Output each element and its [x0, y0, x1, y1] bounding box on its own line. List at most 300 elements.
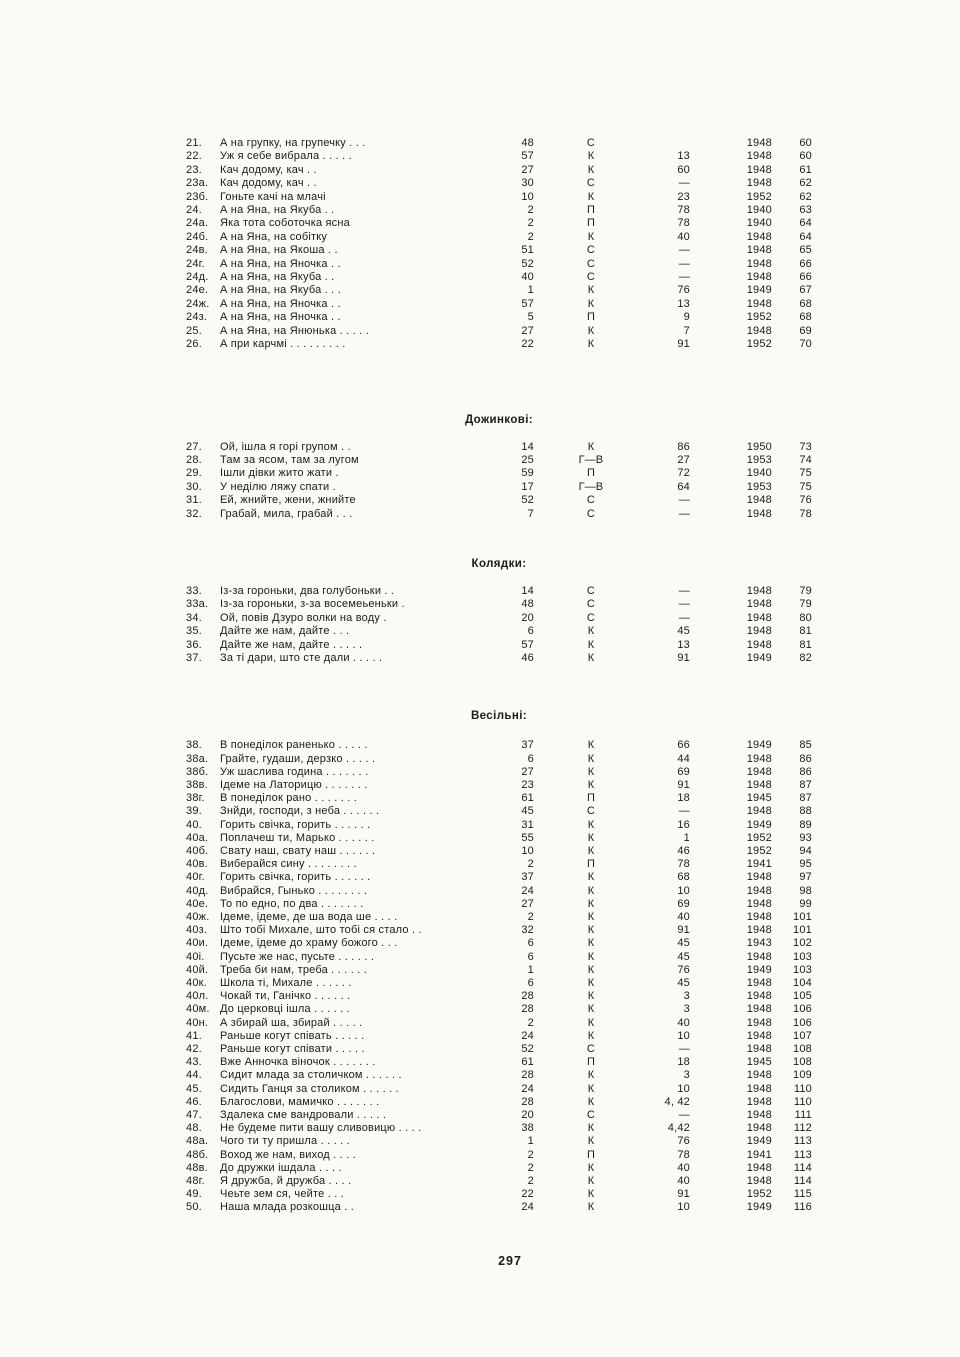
entry-number: 38а.	[186, 752, 209, 765]
record-year: 1948	[746, 584, 772, 597]
record-year: 1948	[746, 1095, 772, 1108]
variant-count: 48	[521, 598, 534, 611]
reference-number: 7	[683, 324, 690, 337]
source-code: К	[587, 440, 595, 453]
source-code: К	[587, 297, 595, 310]
record-year: 1945	[746, 792, 772, 805]
source-code: К	[587, 818, 595, 831]
variant-count: 24	[521, 1201, 534, 1214]
song-title: А на Яна, на собітку	[220, 230, 328, 243]
source-code: П	[586, 217, 596, 230]
song-title: Дайте же нам, дайте . . .	[220, 625, 350, 638]
record-year: 1943	[746, 937, 772, 950]
variant-count: 37	[521, 739, 534, 752]
song-title: Горить свічка, горить . . . . . .	[220, 818, 371, 831]
song-title: Поплачеш ти, Марько . . . . . .	[220, 831, 375, 844]
record-year: 1948	[746, 244, 772, 257]
variant-count: 28	[521, 1003, 534, 1016]
song-section	[186, 558, 812, 665]
source-code: П	[586, 858, 596, 871]
reference-number: 69	[677, 765, 690, 778]
variant-count: 38	[521, 1122, 534, 1135]
reference-number: 45	[677, 937, 690, 950]
page-reference: 78	[799, 507, 812, 520]
table-row	[186, 454, 812, 467]
entry-number: 24з.	[186, 311, 208, 324]
source-code: К	[587, 190, 595, 203]
reference-number: 64	[677, 480, 690, 493]
entry-number: 48а.	[186, 1135, 209, 1148]
entry-number: 40.	[186, 818, 202, 831]
reference-number: 18	[677, 1056, 690, 1069]
reference-number: 60	[677, 163, 690, 176]
song-section	[186, 137, 812, 352]
record-year: 1948	[746, 598, 772, 611]
table-row	[186, 467, 812, 480]
song-title: А на Яна, на Янюнька . . . . .	[220, 324, 369, 337]
reference-number: 4,42	[667, 1122, 690, 1135]
record-year: 1948	[746, 778, 772, 791]
record-year: 1948	[746, 163, 772, 176]
entry-number: 25.	[186, 324, 202, 337]
song-title: Виберайся сину . . . . . . . .	[220, 858, 357, 871]
variant-count: 2	[527, 1016, 534, 1029]
entry-number: 43.	[186, 1056, 202, 1069]
record-year: 1948	[746, 297, 772, 310]
record-year: 1948	[746, 1043, 772, 1056]
table-row	[186, 898, 812, 911]
reference-number: 46	[677, 845, 690, 857]
section-heading: Весільні:	[470, 710, 528, 723]
record-year: 1953	[746, 453, 772, 466]
record-year: 1948	[746, 230, 772, 243]
reference-number: 68	[677, 871, 690, 884]
song-title: Пусьте же нас, пусьте . . . . . .	[220, 950, 375, 963]
song-title: Школа ті, Михале . . . . . .	[220, 977, 352, 990]
song-title: А на Яна, на Яночка . .	[220, 297, 341, 310]
variant-count: 17	[521, 480, 534, 493]
table-row	[186, 1109, 812, 1122]
variant-count: 24	[521, 1029, 534, 1042]
entry-number: 48б.	[186, 1148, 209, 1161]
table-row	[186, 1149, 812, 1162]
variant-count: 2	[527, 1175, 534, 1188]
reference-number: 78	[677, 217, 690, 230]
reference-number: 78	[677, 1148, 690, 1161]
entry-number: 24в.	[186, 244, 208, 257]
entry-number: 23.	[186, 163, 202, 176]
entry-number: 40й.	[186, 963, 209, 976]
variant-count: 61	[521, 792, 534, 805]
song-section	[186, 414, 812, 521]
table-row	[186, 585, 812, 598]
table-row	[186, 1003, 812, 1016]
variant-count: 57	[521, 297, 534, 310]
record-year: 1940	[746, 217, 772, 230]
song-title: А на Яна, на Якуба . .	[220, 271, 335, 284]
page-reference: 76	[799, 494, 812, 507]
page-reference: 103	[793, 950, 812, 963]
variant-count: 31	[521, 818, 534, 831]
source-code: С	[586, 1043, 596, 1056]
variant-count: 55	[521, 831, 534, 844]
variant-count: 2	[527, 217, 534, 230]
table-row	[186, 871, 812, 884]
page-reference: 108	[793, 1043, 812, 1056]
table-row	[186, 625, 812, 638]
entry-number: 33а.	[186, 598, 209, 611]
source-code: К	[587, 338, 595, 351]
page-reference: 86	[799, 765, 812, 778]
record-year: 1948	[746, 1029, 772, 1042]
table-row	[186, 792, 812, 805]
reference-number: 45	[677, 977, 690, 990]
page-reference: 111	[794, 1109, 812, 1122]
entry-number: 23б.	[186, 190, 209, 203]
table-row	[186, 639, 812, 652]
reference-number: 45	[677, 950, 690, 963]
source-code: К	[587, 752, 595, 765]
reference-number: 40	[677, 230, 690, 243]
variant-count: 25	[521, 453, 534, 466]
table-row	[186, 858, 812, 871]
song-title: Ой, повів Дзуро волки на воду .	[220, 611, 387, 624]
reference-number: 3	[683, 1003, 690, 1016]
source-code: С	[586, 494, 596, 507]
source-code: К	[587, 950, 595, 963]
section-rows	[186, 137, 812, 352]
page-reference: 64	[799, 217, 812, 230]
variant-count: 27	[521, 324, 534, 337]
table-row	[186, 1175, 812, 1188]
page-reference: 60	[799, 150, 812, 163]
page-reference: 114	[793, 1161, 812, 1174]
reference-number: 78	[677, 858, 690, 871]
record-year: 1949	[746, 1135, 772, 1148]
reference-number: 91	[677, 778, 690, 791]
reference-number: —	[678, 611, 690, 624]
entry-number: 40д.	[186, 884, 209, 897]
variant-count: 61	[521, 1056, 534, 1069]
reference-number: 13	[677, 297, 690, 310]
song-title: Свату наш, свату наш . . . . . .	[220, 845, 376, 857]
source-code: С	[586, 598, 596, 611]
table-row	[186, 819, 812, 832]
entry-number: 30.	[186, 480, 202, 493]
source-code: К	[587, 1188, 595, 1201]
table-row	[186, 204, 812, 217]
section-rows	[186, 441, 812, 521]
source-code: К	[587, 638, 595, 651]
record-year: 1953	[746, 480, 772, 493]
source-code: К	[587, 324, 595, 337]
song-title: Кач додому, кач . .	[220, 163, 317, 176]
section-heading: Колядки:	[471, 557, 527, 570]
song-title: Кач додому, кач . .	[220, 177, 317, 190]
record-year: 1948	[746, 257, 772, 270]
song-title: До церковці ішла . . . . . .	[220, 1003, 350, 1016]
page-reference: 106	[793, 1003, 812, 1016]
record-year: 1949	[746, 651, 772, 664]
page-reference: 86	[799, 752, 812, 765]
source-code: С	[586, 257, 596, 270]
song-title: А на Яна, на Яночка . .	[220, 257, 341, 270]
entry-number: 48г.	[186, 1175, 205, 1188]
page-reference: 62	[799, 177, 812, 190]
song-title: То по едно, по два . . . . . . .	[220, 897, 364, 910]
record-year: 1948	[746, 1161, 772, 1174]
song-title: Сидить Ганця за столиком . . . . . .	[220, 1082, 399, 1095]
song-title: Раньше когут співати . . . . .	[220, 1043, 365, 1056]
reference-number: 23	[677, 190, 690, 203]
song-title: А на Яна, на Яночка . .	[220, 311, 341, 324]
table-row	[186, 508, 812, 521]
song-title: Ідеме на Латорицю . . . . . . .	[220, 778, 368, 791]
page-reference: 70	[799, 338, 812, 351]
reference-number: 3	[683, 1069, 690, 1082]
source-code: Г—В	[578, 480, 604, 493]
reference-number: 10	[677, 1201, 690, 1214]
song-title: Не будеме пити вашу сливовицю . . . .	[220, 1122, 422, 1135]
table-row	[186, 753, 812, 766]
entry-number: 21.	[186, 137, 202, 149]
reference-number: —	[678, 598, 690, 611]
song-title: Чого ти ту пришла . . . . .	[220, 1135, 350, 1148]
page-reference: 113	[793, 1148, 812, 1161]
record-year: 1952	[746, 190, 772, 203]
reference-number: 40	[677, 1161, 690, 1174]
source-code: К	[587, 1161, 595, 1174]
variant-count: 23	[521, 778, 534, 791]
entry-number: 24е.	[186, 284, 209, 297]
entry-number: 24а.	[186, 217, 209, 230]
table-row	[186, 177, 812, 190]
reference-number	[646, 137, 690, 150]
entry-number: 24б.	[186, 230, 209, 243]
song-title: Із-за гороньки, з-за восемеьеньки .	[220, 598, 405, 611]
entry-number: 34.	[186, 611, 202, 624]
page-reference: 93	[799, 831, 812, 844]
source-code: К	[587, 1069, 595, 1082]
song-title: Ой, ішла я горі групом . .	[220, 440, 351, 453]
record-year: 1948	[746, 1003, 772, 1016]
table-row	[186, 1096, 812, 1109]
variant-count: 37	[521, 871, 534, 884]
reference-number: 69	[677, 897, 690, 910]
source-code: П	[586, 1148, 596, 1161]
page-reference: 85	[799, 739, 812, 752]
entry-number: 47.	[186, 1109, 202, 1122]
page-reference: 88	[799, 805, 812, 818]
table-row	[186, 924, 812, 937]
song-title: Што тобі Михале, што тобі ся стало . .	[220, 924, 422, 937]
source-code: К	[587, 778, 595, 791]
table-row	[186, 1030, 812, 1043]
song-title: А на Яна, на Якуба . . .	[220, 284, 341, 297]
table-row	[186, 1017, 812, 1030]
record-year: 1949	[746, 284, 772, 297]
song-section	[186, 710, 812, 1214]
table-row	[186, 258, 812, 271]
page-reference: 81	[799, 638, 812, 651]
page-reference: 114	[793, 1175, 812, 1188]
source-code: К	[587, 1003, 595, 1016]
record-year: 1948	[746, 137, 772, 149]
page-reference: 66	[799, 257, 812, 270]
table-row	[186, 244, 812, 257]
variant-count: 32	[521, 924, 534, 937]
section-rows	[186, 585, 812, 665]
table-row	[186, 990, 812, 1003]
song-title: А на Яна, на Якоша . .	[220, 244, 338, 257]
table-row	[186, 885, 812, 898]
song-title: Горить свічка, горить . . . . . .	[220, 871, 371, 884]
variant-count: 6	[527, 977, 534, 990]
variant-count: 52	[521, 494, 534, 507]
source-code: К	[587, 625, 595, 638]
source-code: К	[587, 937, 595, 950]
record-year: 1941	[746, 858, 772, 871]
reference-number: 72	[677, 467, 690, 480]
variant-count: 22	[521, 1188, 534, 1201]
source-code: К	[587, 1016, 595, 1029]
table-row	[186, 964, 812, 977]
table-row	[186, 298, 812, 311]
table-row	[186, 191, 812, 204]
page-reference: 95	[799, 858, 812, 871]
entry-number: 29.	[186, 467, 202, 480]
record-year: 1948	[746, 638, 772, 651]
page-reference: 75	[799, 467, 812, 480]
source-code: К	[587, 845, 595, 857]
page-reference: 101	[793, 911, 812, 924]
page-reference: 80	[799, 611, 812, 624]
reference-number: —	[678, 257, 690, 270]
record-year: 1952	[746, 1188, 772, 1201]
variant-count: 27	[521, 897, 534, 910]
record-year: 1952	[746, 831, 772, 844]
variant-count: 5	[527, 311, 534, 324]
entry-number: 40л.	[186, 990, 209, 1003]
page-reference: 94	[799, 845, 812, 857]
song-title: Сидит млада за столичком . . . . . .	[220, 1069, 402, 1082]
variant-count: 6	[527, 950, 534, 963]
variant-count: 24	[521, 1082, 534, 1095]
table-row	[186, 284, 812, 297]
song-title: Чеьте зем ся, чейте . . .	[220, 1188, 344, 1201]
reference-number: —	[678, 1109, 690, 1122]
reference-number: 18	[677, 792, 690, 805]
reference-number: —	[678, 1043, 690, 1056]
source-code: Г—В	[578, 453, 604, 466]
variant-count: 20	[521, 1109, 534, 1122]
song-title: Воход же нам, виход . . . .	[220, 1148, 356, 1161]
source-code: С	[586, 584, 596, 597]
variant-count: 22	[521, 338, 534, 351]
source-code: П	[586, 1056, 596, 1069]
variant-count: 51	[521, 244, 534, 257]
variant-count: 2	[527, 858, 534, 871]
record-year: 1952	[746, 338, 772, 351]
entry-number: 40г.	[186, 871, 205, 884]
variant-count: 1	[527, 284, 534, 297]
page-reference: 101	[793, 924, 812, 937]
variant-count: 27	[521, 163, 534, 176]
record-year: 1949	[746, 1201, 772, 1214]
variant-count: 57	[521, 150, 534, 163]
song-title: А на групку, на групечку . . .	[220, 137, 366, 149]
record-year: 1948	[746, 977, 772, 990]
variant-count: 2	[527, 1161, 534, 1174]
section-heading: Дожинкові:	[464, 413, 534, 426]
table-row	[186, 481, 812, 494]
record-year: 1948	[746, 897, 772, 910]
source-code: К	[587, 1095, 595, 1108]
record-year: 1948	[746, 911, 772, 924]
variant-count: 20	[521, 611, 534, 624]
entry-number: 39.	[186, 805, 202, 818]
song-title: Уж я себе вибрала . . . . .	[220, 150, 352, 163]
page-reference: 79	[799, 598, 812, 611]
source-code: К	[587, 150, 595, 163]
page-reference: 73	[799, 440, 812, 453]
table-row	[186, 1122, 812, 1135]
source-code: К	[587, 1082, 595, 1095]
song-title: А при карчмі . . . . . . . . .	[220, 338, 346, 351]
source-code: К	[587, 831, 595, 844]
source-code: С	[586, 244, 596, 257]
entry-number: 40і.	[186, 950, 205, 963]
page-reference: 113	[793, 1135, 812, 1148]
page-reference: 112	[793, 1122, 812, 1135]
entry-number: 36.	[186, 638, 202, 651]
entry-number: 44.	[186, 1069, 202, 1082]
entry-number: 40м.	[186, 1003, 210, 1016]
variant-count: 6	[527, 752, 534, 765]
entry-number: 40в.	[186, 858, 208, 871]
table-row	[186, 325, 812, 338]
song-title: В понеділок раненько . . . . .	[220, 739, 368, 752]
entry-number: 40н.	[186, 1016, 209, 1029]
page-reference: 102	[793, 937, 812, 950]
record-year: 1949	[746, 963, 772, 976]
page-reference: 65	[799, 244, 812, 257]
page-reference: 64	[799, 230, 812, 243]
record-year: 1949	[746, 818, 772, 831]
record-year: 1948	[746, 1016, 772, 1029]
source-code: К	[587, 1135, 595, 1148]
variant-count: 59	[521, 467, 534, 480]
song-title: Ей, жнийте, жени, жнийте	[220, 494, 356, 507]
source-code: К	[587, 977, 595, 990]
page-reference: 62	[799, 190, 812, 203]
variant-count: 30	[521, 177, 534, 190]
table-row	[186, 271, 812, 284]
entry-number: 50.	[186, 1201, 202, 1214]
source-code: П	[586, 792, 596, 805]
entry-number: 40б.	[186, 845, 209, 857]
page-reference: 63	[799, 204, 812, 217]
source-code: К	[587, 739, 595, 752]
page-reference: 116	[793, 1201, 812, 1214]
record-year: 1948	[746, 494, 772, 507]
entry-number: 40ж.	[186, 911, 210, 924]
entry-number: 46.	[186, 1095, 202, 1108]
variant-count: 57	[521, 638, 534, 651]
variant-count: 45	[521, 805, 534, 818]
song-title: А на Яна, на Якуба . .	[220, 204, 335, 217]
reference-number: 1	[683, 831, 690, 844]
